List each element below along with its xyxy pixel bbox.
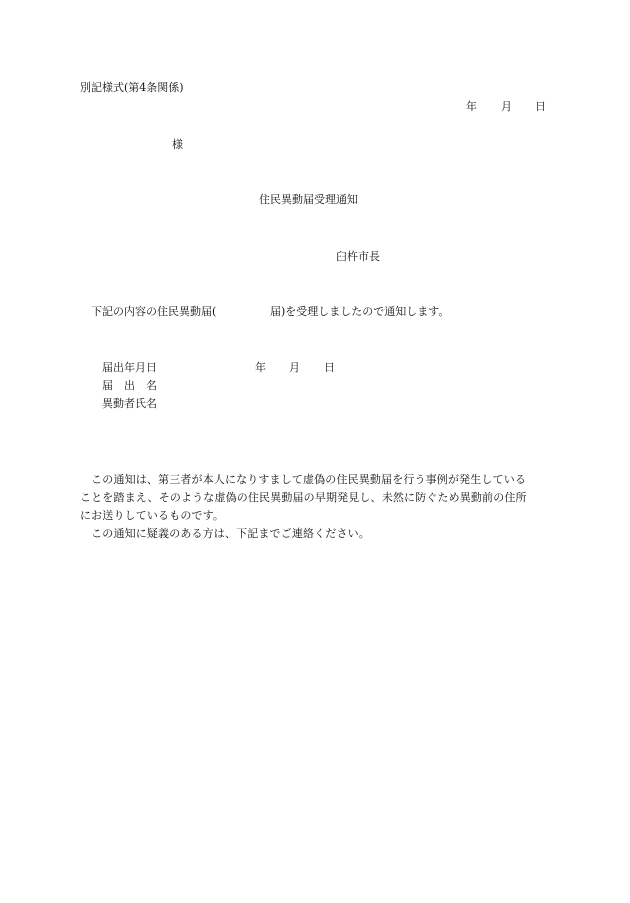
notice-line: この通知は、第三者が本人になりすまして虚偽の住民異動届を行う事例が発生している bbox=[80, 473, 526, 486]
filing-day: 日 bbox=[324, 361, 335, 374]
filer-label: 届 出 名 bbox=[102, 379, 157, 392]
top-date-year: 年 bbox=[466, 100, 477, 113]
notice-line: この通知に疑義のある方は、下記までご連絡ください。 bbox=[80, 527, 370, 540]
body-prefix: 下記の内容の住民異動届( bbox=[91, 305, 217, 318]
filing-year: 年 bbox=[255, 361, 266, 374]
document-title: 住民異動届受理通知 bbox=[259, 193, 358, 206]
addressee-suffix: 様 bbox=[172, 138, 183, 151]
body-suffix: 届)を受理しましたので通知します。 bbox=[270, 305, 450, 318]
top-date-day: 日 bbox=[535, 100, 546, 113]
mover-label: 異動者氏名 bbox=[102, 397, 157, 410]
filing-date-label: 届出年月日 bbox=[102, 361, 157, 374]
notice-line: ことを踏まえ、そのような虚偽の住民異動届の早期発見し、未然に防ぐため異動前の住所 bbox=[80, 491, 527, 504]
top-date-month: 月 bbox=[501, 100, 512, 113]
filing-month: 月 bbox=[289, 361, 300, 374]
issuer: 臼杵市長 bbox=[336, 250, 380, 263]
notice-line: にお送りしているものです。 bbox=[80, 509, 225, 522]
form-label: 別記様式(第4条関係) bbox=[80, 81, 184, 94]
